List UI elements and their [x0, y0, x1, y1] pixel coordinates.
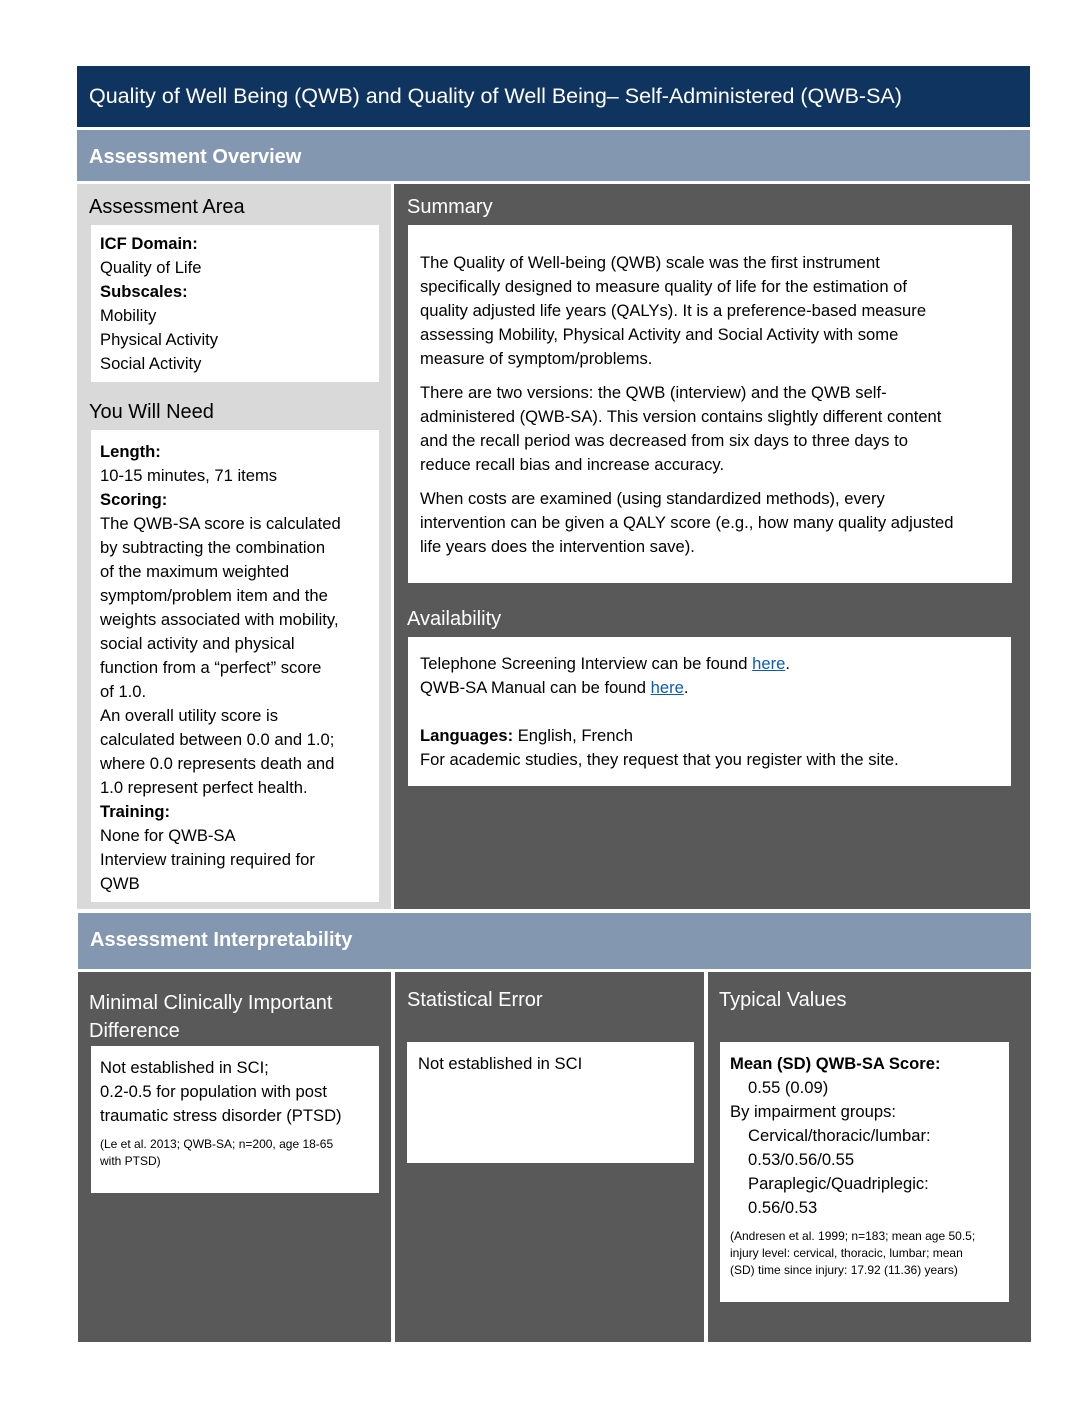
training-label: Training: — [100, 802, 171, 821]
availability-box — [408, 637, 1011, 786]
scoring-line: of 1.0. — [100, 682, 147, 701]
languages-label: Languages: — [420, 726, 514, 745]
summary-line: reduce recall bias and increase accuracy. — [420, 455, 725, 474]
training-line: QWB — [100, 874, 140, 893]
mcid-citation: with PTSD) — [100, 1154, 161, 1168]
page-title: Quality of Well Being (QWB) and Quality of Well Being– Self-Administered (QWB-SA) — [77, 66, 1030, 127]
subscales-label: Subscales: — [100, 282, 188, 301]
mcid-heading: Minimal Clinically Important Difference — [89, 992, 333, 1042]
mcid-line: Not established in SCI; — [100, 1058, 269, 1077]
statistical-error-heading: Statistical Error — [407, 989, 543, 1011]
qwb-sa-manual-link[interactable]: here — [650, 678, 684, 697]
summary-line: There are two versions: the QWB (interview) and the QWB self- — [420, 383, 887, 402]
availability-line-2: QWB-SA Manual can be found here. — [420, 678, 689, 697]
languages-line — [420, 724, 1011, 748]
assessment-area-heading: Assessment Area — [89, 196, 245, 218]
registration-note: For academic studies, they request that you register with the site. — [420, 750, 899, 769]
scoring-line: function from a “perfect” score — [100, 658, 322, 677]
group1-label: Cervical/thoracic/lumbar: — [748, 1126, 931, 1145]
length-value: 10-15 minutes, 71 items — [100, 466, 278, 485]
scoring-line: where 0.0 represents death and — [100, 754, 335, 773]
mcid-line: traumatic stress disorder (PTSD) — [100, 1106, 342, 1125]
training-line: None for QWB-SA — [100, 826, 236, 845]
summary-line: quality adjusted life years (QALYs). It is a preference-based measure — [420, 301, 927, 320]
mcid-box — [91, 1046, 379, 1193]
summary-line: specifically designed to measure quality of life for the estimation of — [420, 277, 908, 296]
scoring-line: by subtracting the combination — [100, 538, 326, 557]
scoring-label: Scoring: — [100, 490, 168, 509]
scoring-line: 1.0 represent perfect health. — [100, 778, 308, 797]
mean-value: 0.55 (0.09) — [748, 1078, 829, 1097]
summary-line: When costs are examined (using standardized methods), every — [420, 489, 885, 508]
assessment-area-box — [91, 225, 379, 382]
scoring-line: of the maximum weighted — [100, 562, 290, 581]
length-label: Length: — [100, 442, 161, 461]
typical-values-citation: (SD) time since injury: 17.92 (11.36) years) — [730, 1263, 958, 1277]
summary-line: life years does the intervention save). — [420, 537, 695, 556]
availability-line-1: Telephone Screening Interview can be found here. — [420, 654, 790, 673]
typical-values-citation: (Andresen et al. 1999; n=183; mean age 50.5; — [730, 1229, 976, 1243]
subscale-item: Mobility — [100, 306, 157, 325]
assessment-interpretability-header: Assessment Interpretability — [78, 913, 1031, 969]
icf-domain-value: Quality of Life — [100, 258, 202, 277]
summary-line: assessing Mobility, Physical Activity and Social Activity with some — [420, 325, 899, 344]
scoring-line: symptom/problem item and the — [100, 586, 328, 605]
summary-line: measure of symptom/problems. — [420, 349, 653, 368]
languages-value: English, French — [513, 726, 634, 745]
typical-values-box — [720, 1042, 1009, 1302]
group2-label: Paraplegic/Quadriplegic: — [748, 1174, 929, 1193]
summary-line: administered (QWB-SA). This version contains slightly different content — [420, 407, 942, 426]
summary-heading: Summary — [407, 196, 493, 218]
summary-line: The Quality of Well-being (QWB) scale was the first instrument — [420, 253, 880, 272]
subscale-item: Social Activity — [100, 354, 202, 373]
typical-values-heading: Typical Values — [719, 989, 847, 1011]
groups-label: By impairment groups: — [730, 1102, 897, 1121]
group2-value: 0.56/0.53 — [748, 1198, 818, 1217]
scoring-line: weights associated with mobility, — [100, 610, 339, 629]
training-line: Interview training required for — [100, 850, 315, 869]
typical-values-citation: injury level: cervical, thoracic, lumbar; mean — [730, 1246, 963, 1260]
summary-line: intervention can be given a QALY score (e.g., how many quality adjusted — [420, 513, 954, 532]
scoring-line: The QWB-SA score is calculated — [100, 514, 341, 533]
scoring-line: social activity and physical — [100, 634, 295, 653]
mcid-citation: (Le et al. 2013; QWB-SA; n=200, age 18-65 — [100, 1137, 334, 1151]
you-will-need-heading: You Will Need — [89, 401, 214, 423]
summary-line: and the recall period was decreased from six days to three days to — [420, 431, 908, 450]
you-will-need-box — [91, 430, 379, 902]
mean-label: Mean (SD) QWB-SA Score: — [730, 1054, 941, 1073]
icf-domain-label: ICF Domain: — [100, 234, 198, 253]
group1-value: 0.53/0.56/0.55 — [748, 1150, 855, 1169]
summary-box — [408, 225, 1012, 583]
statistical-error-box — [407, 1042, 694, 1163]
availability-heading: Availability — [407, 608, 502, 630]
scoring-line: An overall utility score is — [100, 706, 278, 725]
mcid-line: 0.2-0.5 for population with post — [100, 1082, 327, 1101]
scoring-line: calculated between 0.0 and 1.0; — [100, 730, 335, 749]
statistical-error-text: Not established in SCI — [418, 1054, 583, 1073]
telephone-screening-link[interactable]: here — [752, 654, 786, 673]
assessment-overview-header: Assessment Overview — [77, 130, 1030, 181]
subscale-item: Physical Activity — [100, 330, 219, 349]
